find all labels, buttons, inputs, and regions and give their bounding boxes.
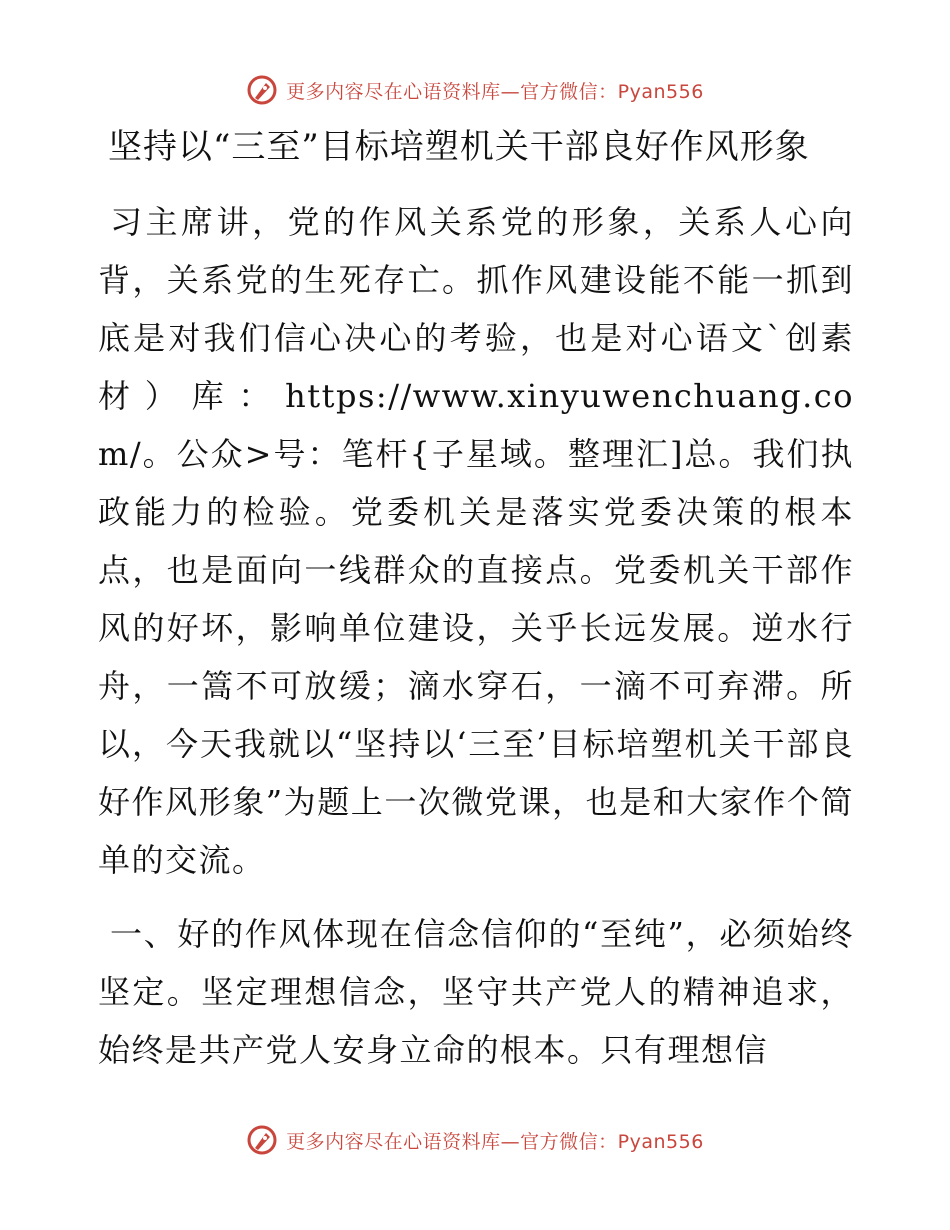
body-paragraph-1: 习主席讲，党的作风关系党的形象，关系人心向背，关系党的生死存亡。抓作风建设能不能一抓到底是对我们信心决心的考验，也是对心语文`创素材）库：https://www.xinyuwenchuang.com/。公众>号：笔杆{子星域。整理汇]总。我们执政能力的检验。党委机关是落实党委决策的根本点，也是面向一线群众的直接点。党委机关干部作风的好坏，影响单位建设，关乎长远发展。逆水行舟，一篙不可放缓；滴水穿石，一滴不可弃滞。所以，今天我就以“坚持以‘三至’目标培塑机关干部良好作风形象”为题上一次微党课，也是和大家作个简单的交流。 bbox=[98, 203, 854, 879]
document-title: 坚持以“三至”目标培塑机关干部良好作风形象 bbox=[108, 127, 810, 167]
header-banner-text: 更多内容尽在心语资料库—官方微信：Pyan556 bbox=[286, 80, 704, 103]
footer-banner-text: 更多内容尽在心语资料库—官方微信：Pyan556 bbox=[286, 1130, 704, 1153]
body-paragraph-2: 一、好的作风体现在信念信仰的“至纯”，必须始终坚定。坚定理想信念，坚守共产党人的精神追求，始终是共产党人安身立命的根本。只有理想信 bbox=[98, 915, 854, 1069]
pen-nib-logo-icon bbox=[246, 1124, 278, 1156]
footer-banner bbox=[0, 1120, 950, 1160]
header-banner bbox=[0, 70, 950, 110]
pen-nib-logo-icon bbox=[246, 74, 278, 106]
